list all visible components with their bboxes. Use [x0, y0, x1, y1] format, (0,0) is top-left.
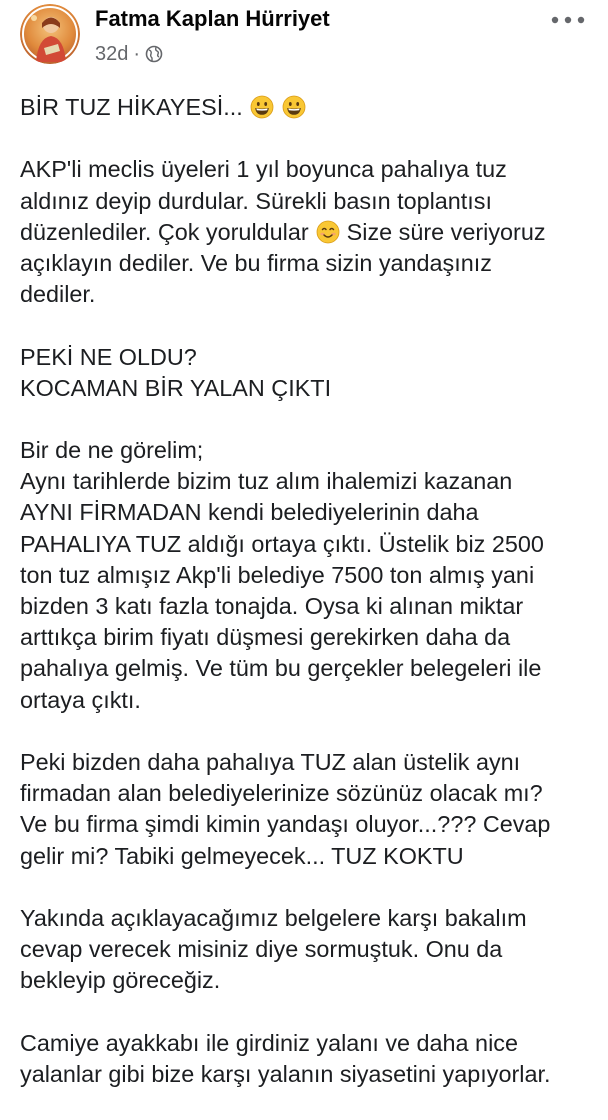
- post-text-line: dediler.: [20, 281, 96, 308]
- post-text-line: açıklayın dediler. Ve bu firma sizin yandaşınız: [20, 249, 492, 276]
- grinning-face-emoji: [250, 95, 274, 127]
- post-text-line: düzenlediler. Çok yoruldular Size süre veriyoruz: [20, 217, 596, 248]
- post-timestamp[interactable]: 32d: [95, 42, 129, 65]
- post-text-line: Ve bu firma şimdi kimin yandaşı oluyor...??? Cevap: [20, 811, 551, 838]
- post-text-line: gelir mi? Tabiki gelmeyecek... TUZ KOKTU: [20, 842, 464, 869]
- more-options-button[interactable]: [548, 10, 588, 30]
- post-text-line: bizden 3 katı fazla tonajda. Oysa ki alınan miktar: [20, 593, 524, 619]
- post-text-line: Peki bizden daha pahalıya TUZ alan üstelik aynı: [20, 748, 521, 775]
- post-text-line: Bir de ne görelim;: [20, 437, 204, 464]
- post-text-line: ton tuz almışız Akp'li belediye 7500 ton almış yani: [20, 561, 535, 588]
- post-text-line: Yakında açıklayacağımız belgelere karşı bakalım: [20, 904, 527, 931]
- grinning-face-emoji: [282, 95, 306, 127]
- post-text-line: AKP'li meclis üyeleri 1 yıl boyunca pahalıya tuz: [20, 156, 507, 183]
- post-text-line: yalanlar gibi bize karşı yalanın siyasetini yapıyorlar.: [20, 1060, 551, 1087]
- post-text-line: cevap verecek misiniz diye sormuştuk. Onu da: [20, 936, 503, 963]
- post-text-line: BİR TUZ HİKAYESİ...: [20, 92, 596, 123]
- globe-icon[interactable]: [145, 45, 163, 63]
- post-text-line: AYNI FİRMADAN kendi belediyelerinin daha: [20, 499, 479, 526]
- post-body: [20, 92, 596, 1090]
- post-text-line: pahalıya gelmiş. Ve tüm bu gerçekler belegeleri ile: [20, 655, 542, 682]
- author-avatar[interactable]: [20, 4, 80, 64]
- post-text-line: Aynı tarihlerde bizim tuz alım ihalemizi kazanan: [20, 468, 513, 495]
- post-text-line: arttıkça birim fiyatı düşmesi gerekirken daha da: [20, 624, 511, 651]
- post-text-line: KOCAMAN BİR YALAN ÇIKTI: [20, 374, 332, 401]
- author-name[interactable]: Fatma Kaplan Hürriyet: [95, 6, 330, 31]
- post-text-line: Camiye ayakkabı ile girdiniz yalanı ve daha nice: [20, 1029, 518, 1056]
- post-meta: [95, 42, 163, 66]
- post-text-line: ortaya çıktı.: [20, 686, 141, 713]
- post-text-line: PAHALIYA TUZ aldığı ortaya çıktı. Üstelik biz 2500: [20, 530, 544, 557]
- post-text-line: aldınız deyip durdular. Sürekli basın toplantısı: [20, 187, 492, 214]
- meta-separator: ·: [133, 42, 141, 65]
- more-horizontal-icon: [550, 15, 586, 25]
- post-header: [0, 0, 608, 80]
- post-text-line: bekleyip göreceğiz.: [20, 967, 221, 994]
- post-text-line: PEKİ NE OLDU?: [20, 343, 197, 370]
- post-text-line: firmadan alan belediyelerinize sözünüz olacak mı?: [20, 780, 543, 807]
- avatar-image: [20, 4, 80, 64]
